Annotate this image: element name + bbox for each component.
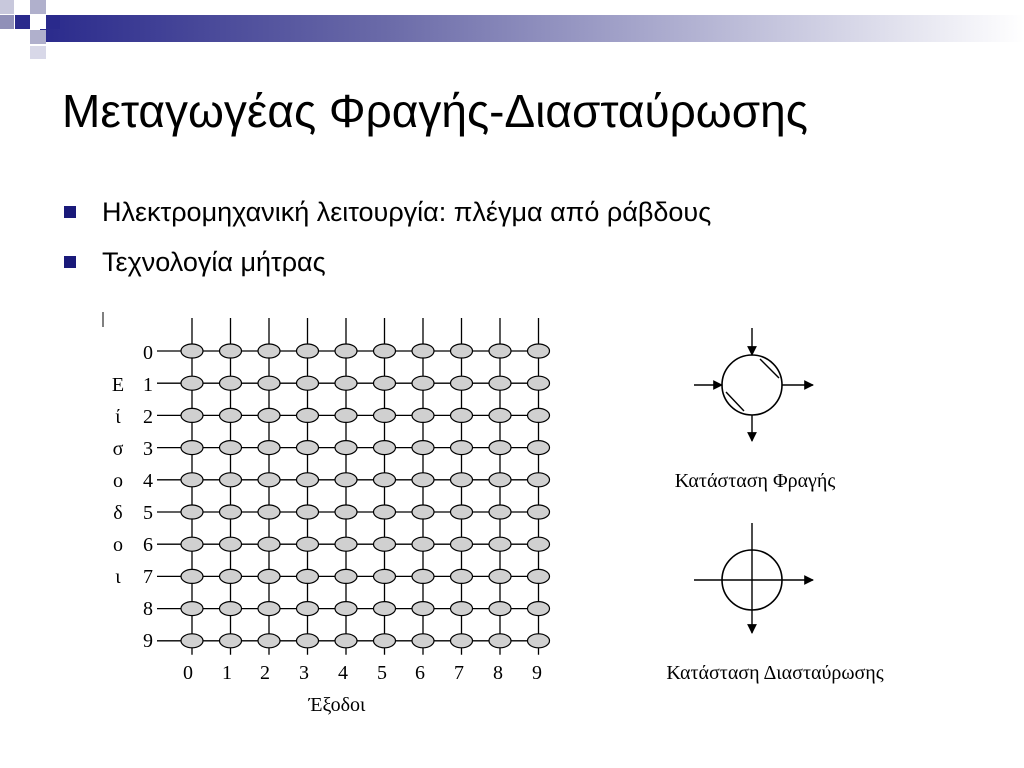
crosspoint (335, 376, 357, 390)
bar-state-caption: Κατάσταση Φραγής (674, 470, 836, 492)
crosspoint (258, 537, 280, 551)
crosspoint (335, 344, 357, 358)
crosspoint (412, 537, 434, 551)
crosspoint (335, 441, 357, 455)
column-numbers (183, 662, 542, 684)
crosspoint (335, 537, 357, 551)
crosspoint (258, 441, 280, 455)
bar-state-symbol (694, 328, 813, 441)
crosspoint (528, 344, 550, 358)
crosspoint (451, 505, 473, 519)
crosspoint (412, 344, 434, 358)
crosspoint (412, 441, 434, 455)
cross-state-caption: Κατάσταση Διασταύρωσης (666, 662, 884, 684)
crosspoint (220, 505, 242, 519)
crosspoint (181, 634, 203, 648)
crosspoint (220, 376, 242, 390)
row-numbers (143, 342, 153, 652)
crosspoint (220, 408, 242, 422)
crosspoint (297, 408, 319, 422)
row-number: 6 (143, 534, 153, 556)
bullet-text: Ηλεκτρομηχανική λειτουργία: πλέγμα από ράβδους (102, 197, 712, 227)
crosspoint (528, 602, 550, 616)
crosspoint (220, 634, 242, 648)
row-number: 8 (143, 598, 153, 620)
crosspoint (412, 505, 434, 519)
crosspoint (258, 376, 280, 390)
crosspoint (451, 441, 473, 455)
inputs-label-letter: ι (115, 566, 121, 588)
crosspoint (297, 602, 319, 616)
crosspoint (335, 473, 357, 487)
crosspoint (528, 634, 550, 648)
crosspoint (412, 376, 434, 390)
row-number: 1 (143, 374, 153, 396)
crosspoint (335, 408, 357, 422)
crosspoint (181, 602, 203, 616)
crosspoint (258, 505, 280, 519)
crosspoint (181, 537, 203, 551)
crosspoint (297, 505, 319, 519)
crosspoint (181, 408, 203, 422)
inputs-label-letter: σ (112, 438, 124, 460)
crosspoint (451, 344, 473, 358)
crossbar-grid (157, 318, 550, 655)
crosspoint (489, 634, 511, 648)
crosspoint (451, 473, 473, 487)
column-number: 5 (377, 662, 387, 684)
crosspoint (374, 376, 396, 390)
crosspoint (220, 473, 242, 487)
crosspoint (258, 602, 280, 616)
crosspoint (528, 408, 550, 422)
crosspoint (451, 537, 473, 551)
crosspoint (374, 441, 396, 455)
crosspoint (528, 473, 550, 487)
crosspoint (258, 344, 280, 358)
crosspoint (451, 602, 473, 616)
crosspoint (297, 441, 319, 455)
crosspoint (374, 569, 396, 583)
crosspoint (258, 408, 280, 422)
row-number: 2 (143, 406, 153, 428)
crosspoint (297, 473, 319, 487)
crosspoint (528, 569, 550, 583)
crosspoint (220, 344, 242, 358)
crosspoint (412, 602, 434, 616)
crosspoint (297, 634, 319, 648)
crosspoint (412, 634, 434, 648)
crosspoint (451, 408, 473, 422)
crosspoint (489, 569, 511, 583)
inputs-label-letter: ο (113, 534, 123, 556)
cross-state-symbol (694, 523, 813, 633)
crosspoint (335, 634, 357, 648)
crosspoint (374, 473, 396, 487)
inputs-label-letter: Ε (111, 374, 125, 396)
crosspoint (412, 569, 434, 583)
crosspoint (489, 344, 511, 358)
crosspoint (297, 344, 319, 358)
bullet-text: Τεχνολογία μήτρας (102, 247, 326, 277)
column-number: 1 (222, 662, 232, 684)
crosspoint (489, 537, 511, 551)
column-number: 0 (183, 662, 193, 684)
column-number: 6 (415, 662, 425, 684)
crosspoint (297, 537, 319, 551)
crosspoint (335, 569, 357, 583)
crosspoint (181, 569, 203, 583)
slide-title: Μεταγωγέας Φραγής-Διασταύρωσης (62, 85, 808, 137)
crosspoint (374, 634, 396, 648)
crosspoint (297, 569, 319, 583)
crosspoint (258, 473, 280, 487)
row-number: 0 (143, 342, 153, 364)
crosspoint (489, 376, 511, 390)
crosspoint (489, 473, 511, 487)
crosspoint (181, 376, 203, 390)
column-number: 3 (299, 662, 309, 684)
column-number: 4 (338, 662, 348, 684)
crosspoint (528, 505, 550, 519)
row-number: 4 (143, 470, 153, 492)
crosspoint (374, 505, 396, 519)
crosspoint (412, 473, 434, 487)
column-number: 8 (493, 662, 503, 684)
row-number: 9 (143, 630, 153, 652)
row-number: 5 (143, 502, 153, 524)
row-number: 7 (143, 566, 153, 588)
inputs-label (112, 374, 124, 588)
crosspoint (181, 344, 203, 358)
column-number: 9 (532, 662, 542, 684)
crosspoint (489, 505, 511, 519)
crosspoint (374, 537, 396, 551)
crosspoint (220, 537, 242, 551)
inputs-label-letter: ο (113, 470, 123, 492)
crosspoint (489, 441, 511, 455)
crosspoint (297, 376, 319, 390)
row-number: 3 (143, 438, 153, 460)
crosspoint (528, 441, 550, 455)
crosspoint (258, 569, 280, 583)
crosspoint (335, 602, 357, 616)
crosspoint (412, 408, 434, 422)
crosspoint (451, 569, 473, 583)
crosspoint (220, 569, 242, 583)
crosspoint (374, 344, 396, 358)
crosspoint (258, 634, 280, 648)
crosspoint (335, 505, 357, 519)
column-number: 2 (260, 662, 270, 684)
crosspoint (181, 441, 203, 455)
crosspoint (374, 602, 396, 616)
crosspoint (181, 505, 203, 519)
inputs-label-letter: δ (113, 502, 123, 524)
crosspoint (451, 634, 473, 648)
inputs-label-letter: ί (115, 406, 121, 428)
outputs-label: Έξοδοι (308, 694, 366, 716)
crosspoint (451, 376, 473, 390)
crosspoint (528, 537, 550, 551)
crosspoint (489, 408, 511, 422)
crosspoint (489, 602, 511, 616)
crosspoint (374, 408, 396, 422)
crosspoint (220, 441, 242, 455)
crosspoint (181, 473, 203, 487)
crosspoint (528, 376, 550, 390)
crosspoint (220, 602, 242, 616)
column-number: 7 (454, 662, 464, 684)
